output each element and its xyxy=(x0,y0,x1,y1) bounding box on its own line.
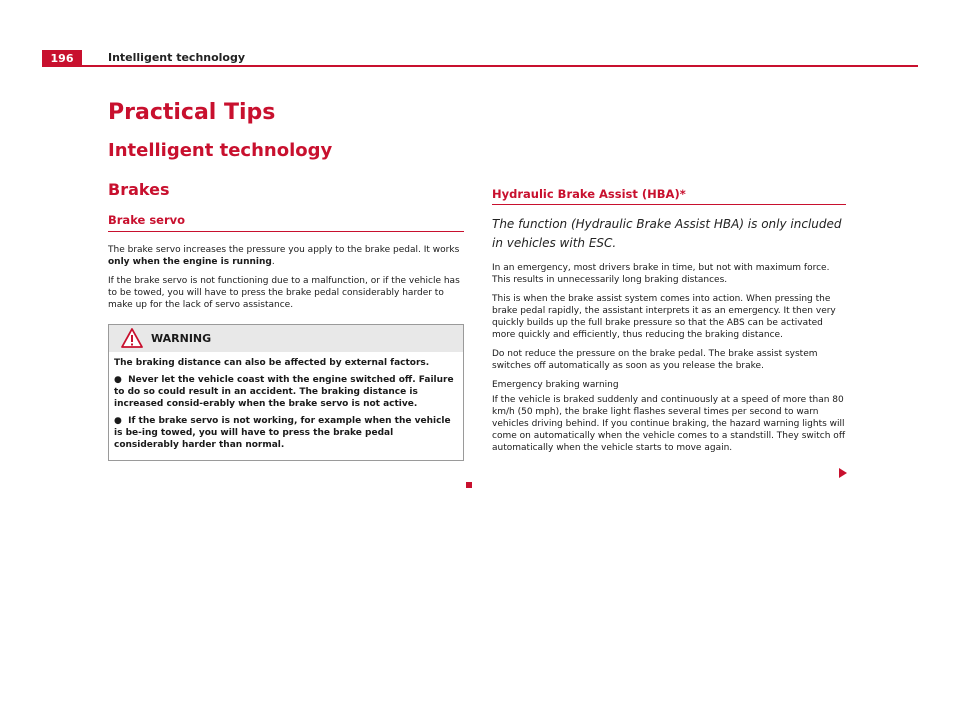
paragraph: This is when the brake assist system comes into action. When pressing the brake pedal rapidly, the assistant interprets it as an emergency. It then very quickly builds up the full brake pressure so that the ABS can be activated more quickly and efficiently, thus reducing the braking distance. xyxy=(492,294,836,340)
chapter-title: Intelligent technology xyxy=(108,140,333,161)
left-column xyxy=(108,98,464,461)
warning-bullet: ● If the brake servo is not working, for example when the vehicle is be-ing towed, you will have to press the brake pedal considerably harder than normal. xyxy=(114,416,451,450)
paragraph: In an emergency, most drivers brake in time, but not with maximum force. This results in unnecessarily long braking distances. xyxy=(492,263,830,285)
continue-arrow-icon xyxy=(838,468,848,478)
bullet-icon: ● xyxy=(114,375,122,385)
warning-header xyxy=(109,325,463,352)
subtopic-title: Brake servo xyxy=(108,212,464,232)
warning-title: WARNING xyxy=(151,332,212,345)
warning-box xyxy=(108,324,464,461)
page-number: 196 xyxy=(42,50,82,67)
emphasis-text: only when the engine is running xyxy=(108,257,272,267)
header-title: Intelligent technology xyxy=(108,51,246,64)
intro-text: The function (Hydraulic Brake Assist HBA) is only included in vehicles with ESC. xyxy=(492,217,842,250)
warning-line: The braking distance can also be affected by external factors. xyxy=(114,358,430,368)
bullet-icon: ● xyxy=(114,416,122,426)
section-title: Practical Tips xyxy=(108,100,276,125)
paragraph: Do not reduce the pressure on the brake pedal. The brake assist system switches off automatically as soon as you release the brake. xyxy=(492,349,818,371)
subheading: Emergency braking warning xyxy=(492,380,619,390)
right-column xyxy=(492,186,846,461)
paragraph: The brake servo increases the pressure you apply to the brake pedal. It works only when the engine is running. xyxy=(108,245,460,267)
paragraph: If the brake servo is not functioning due to a malfunction, or if the vehicle has to be towed, you will have to press the brake pedal considerably harder to make up for the lack of servo assistance. xyxy=(108,276,460,310)
topic-title: Brakes xyxy=(108,180,170,199)
hba-title: Hydraulic Brake Assist (HBA)* xyxy=(492,186,846,205)
warning-triangle-icon xyxy=(121,328,143,348)
paragraph: If the vehicle is braked suddenly and continuously at a speed of more than 80 km/h (50 mph), the brake light flashes several times per second to warn vehicles driving behind. If you continue braking, the hazard warning lights will come on automatically when the vehicle comes to a standstill. They switch off automatically when the vehicle starts to move again. xyxy=(492,395,846,453)
page-header xyxy=(42,50,918,67)
header-rule xyxy=(82,65,918,67)
warning-body xyxy=(109,352,463,460)
warning-bullet: ● Never let the vehicle coast with the engine switched off. Failure to do so could result in an accident. The braking distance is increased consid-erably when the brake servo is not active. xyxy=(114,375,454,409)
section-end-square-icon xyxy=(466,482,472,488)
